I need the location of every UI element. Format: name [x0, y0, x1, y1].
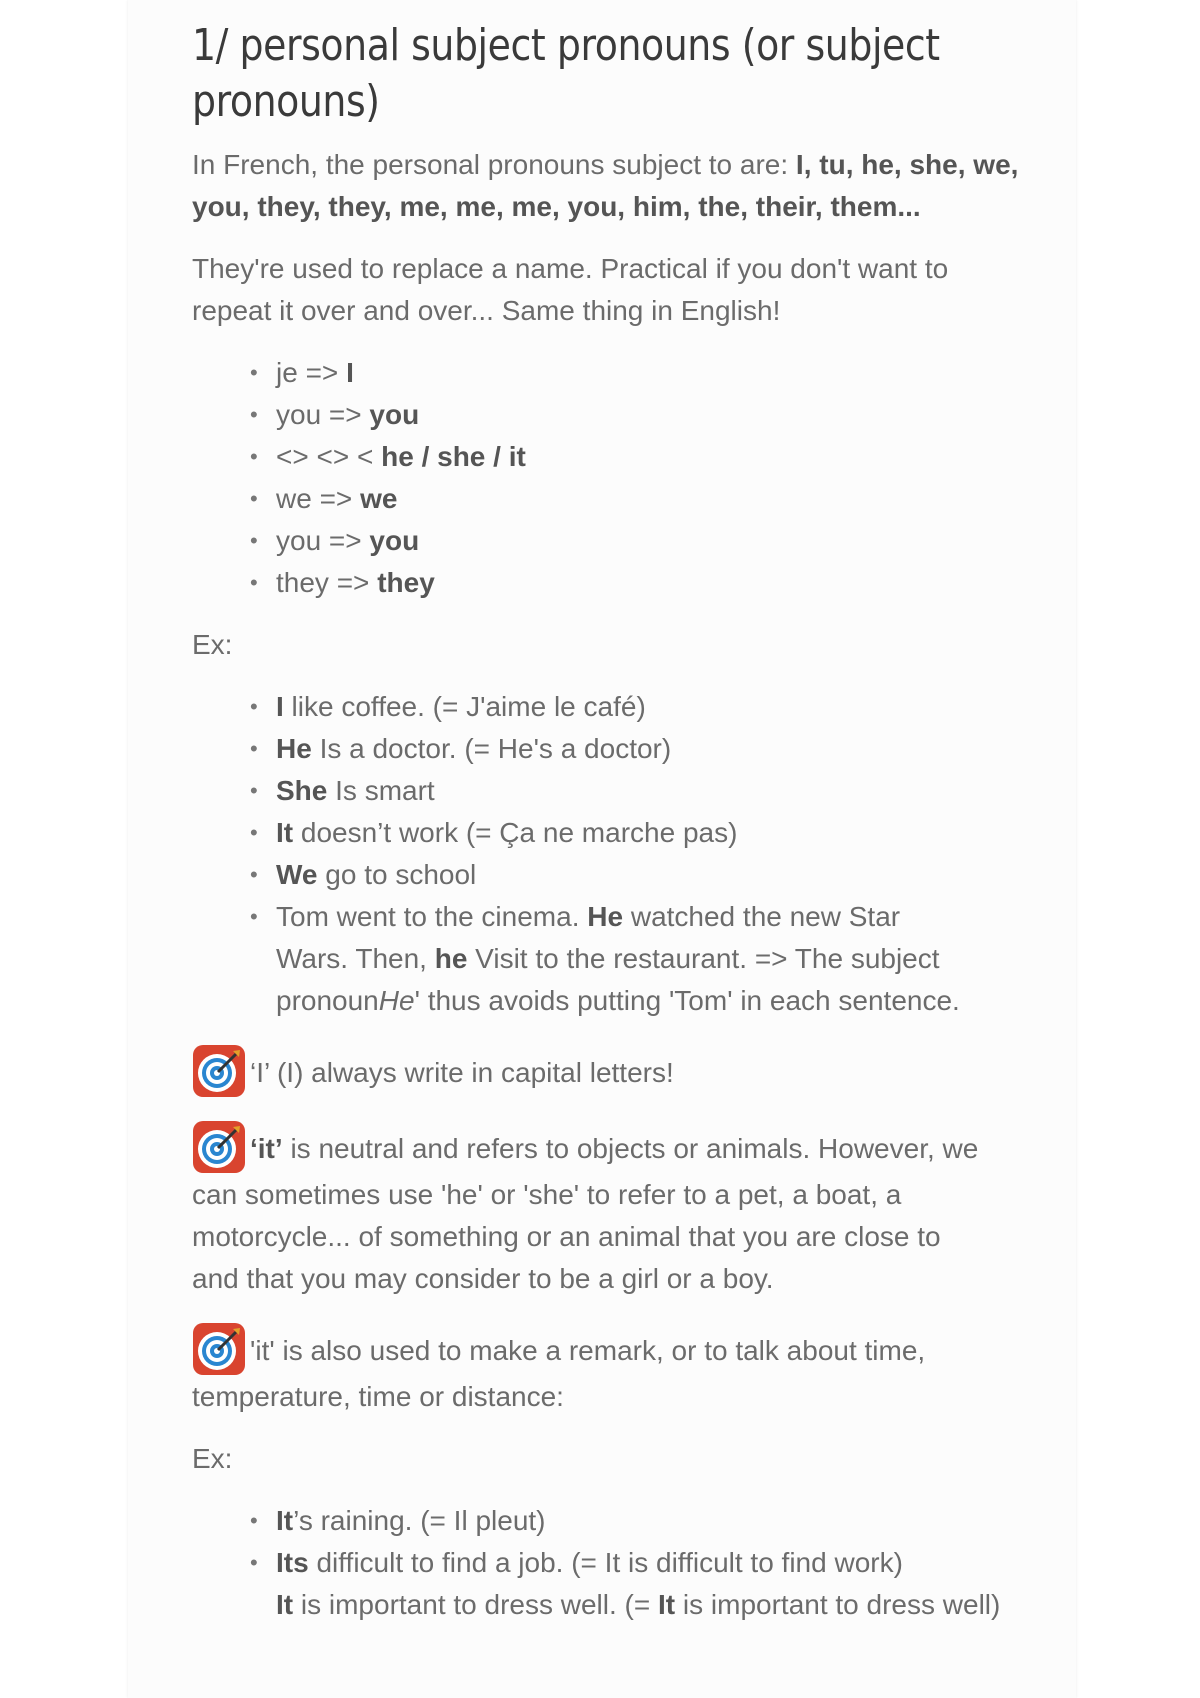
- ex-label: Ex:: [192, 1443, 233, 1474]
- tip-text: is neutral and refers to objects or animals. However, we can sometimes use 'he' or 'she' to refer to a pet, a boat, a motorcycle... of something or an animal that you are close to and that you may consider to be a girl or a boy.: [192, 1133, 979, 1294]
- section-heading: 1/ personal subject pronouns (or subject pronouns): [192, 20, 940, 127]
- list-item: • He Is a doctor. (= He's a doctor): [276, 728, 1022, 770]
- target-icon: [192, 1044, 246, 1098]
- article-content: [192, 18, 1022, 1626]
- list-item: • we => we: [276, 478, 1022, 520]
- target-icon: [192, 1120, 246, 1174]
- tip-text: 'it' is also used to make a remark, or to talk about time, temperature, time or distance:: [192, 1335, 926, 1412]
- tip-text: ‘I’ (I) always write in capital letters!: [250, 1057, 674, 1088]
- tip-capital-i: [192, 1044, 1022, 1098]
- tip-it-remark: [192, 1322, 1022, 1418]
- intro-pronoun-list: I, tu, he, she, we, you, they, they, me, me, me, you, him, the, their, them...: [192, 149, 1019, 222]
- tip-bold: ‘it’: [250, 1133, 283, 1164]
- intro-paragraph: [192, 144, 1022, 228]
- tip-it-neutral: [192, 1120, 1022, 1300]
- list-item: • Its difficult to find a job. (= It is difficult to find work) It is important to dress well. (= It is important to dress well): [276, 1542, 1022, 1626]
- list-item: • Tom went to the cinema. He watched the new Star Wars. Then, he Visit to the restaurant. => The subject pronounHe' thus avoids putting 'Tom' in each sentence.: [276, 896, 1022, 1022]
- list-item: • It’s raining. (= Il pleut): [276, 1500, 1022, 1542]
- list-item: • <> <> < he / she / it: [276, 436, 1022, 478]
- list-item: • She Is smart: [276, 770, 1022, 812]
- usage-paragraph: They're used to replace a name. Practical if you don't want to repeat it over and over... Same thing in English!: [192, 253, 949, 326]
- pronoun-list: [192, 352, 1022, 604]
- list-item: • they => they: [276, 562, 1022, 604]
- list-item: • you => you: [276, 394, 1022, 436]
- intro-text: In French, the personal pronouns subject to are:: [192, 149, 796, 180]
- list-item: • I like coffee. (= J'aime le café): [276, 686, 1022, 728]
- list-item: • je => I: [276, 352, 1022, 394]
- ex-label: Ex:: [192, 629, 233, 660]
- list-item: • you => you: [276, 520, 1022, 562]
- remark-example-list: [192, 1500, 1022, 1626]
- example-list: [192, 686, 1022, 1022]
- list-item: • We go to school: [276, 854, 1022, 896]
- list-item: • It doesn’t work (= Ça ne marche pas): [276, 812, 1022, 854]
- target-icon: [192, 1322, 246, 1376]
